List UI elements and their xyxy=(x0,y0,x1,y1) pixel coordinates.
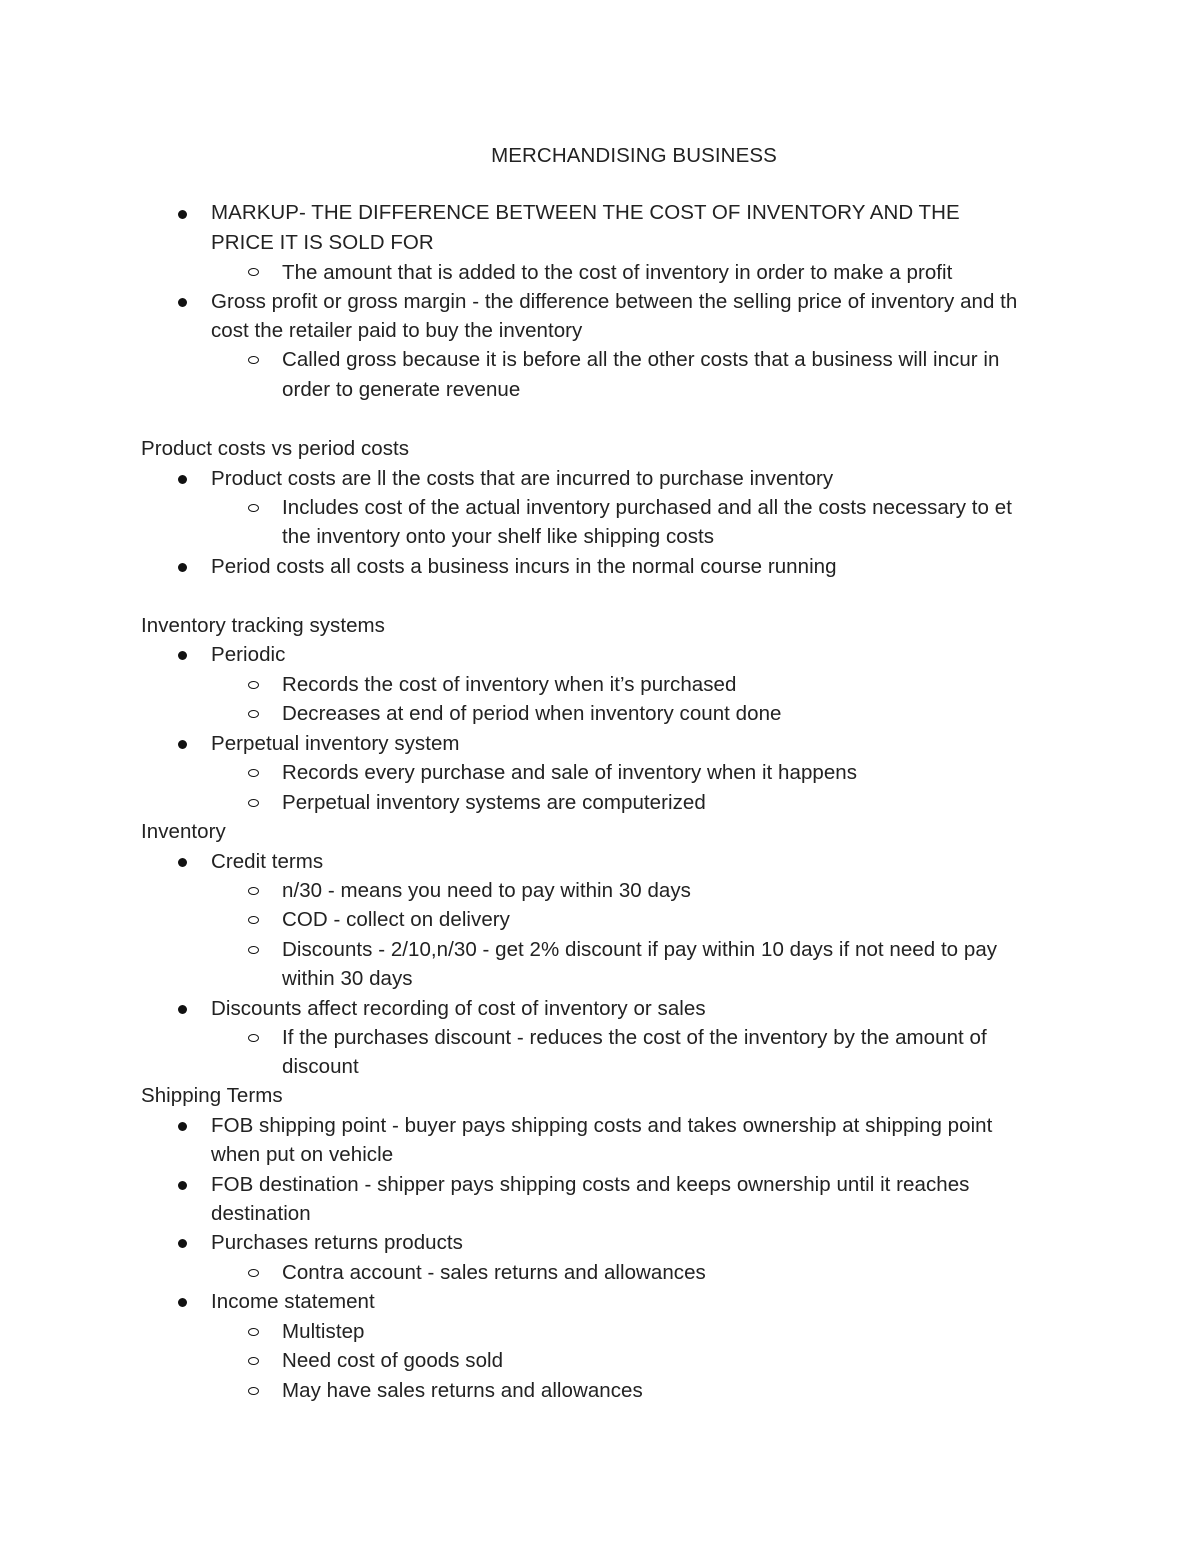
periodic-item: Periodic xyxy=(211,643,286,666)
heading-inventory-tracking-systems: Inventory tracking systems xyxy=(141,614,385,637)
bullet-circle-icon xyxy=(248,504,259,512)
perpetual-detail-2: Perpetual inventory systems are computerized xyxy=(282,791,706,814)
periodic-detail-1: Records the cost of inventory when it’s purchased xyxy=(282,673,737,696)
bullet-disc-icon xyxy=(178,210,187,219)
bullet-circle-icon xyxy=(248,887,259,895)
income-statement-detail-1: Multistep xyxy=(282,1320,365,1343)
gross-profit-line2: cost the retailer paid to buy the inventory xyxy=(211,319,583,342)
bullet-circle-icon xyxy=(248,1034,259,1042)
gross-profit-detail-line2: order to generate revenue xyxy=(282,378,521,401)
discounts-detail-line1: If the purchases discount - reduces the cost of the inventory by the amount of xyxy=(282,1026,987,1049)
bullet-disc-icon xyxy=(178,475,187,484)
bullet-circle-icon xyxy=(248,1269,259,1277)
product-costs-detail-line2: the inventory onto your shelf like shipping costs xyxy=(282,525,715,548)
heading-inventory: Inventory xyxy=(141,820,226,843)
product-costs-item: Product costs are ll the costs that are incurred to purchase inventory xyxy=(211,467,834,490)
gross-profit-detail-line1: Called gross because it is before all the other costs that a business will incur in xyxy=(282,348,1000,371)
bullet-circle-icon xyxy=(248,799,259,807)
bullet-disc-icon xyxy=(178,1005,187,1014)
fob-destination-line1: FOB destination - shipper pays shipping costs and keeps ownership until it reaches xyxy=(211,1173,970,1196)
bullet-disc-icon xyxy=(178,1298,187,1307)
fob-shipping-point-line1: FOB shipping point - buyer pays shipping costs and takes ownership at shipping point xyxy=(211,1114,993,1137)
bullet-circle-icon xyxy=(248,769,259,777)
bullet-circle-icon xyxy=(248,1387,259,1395)
credit-terms-detail-3-line2: within 30 days xyxy=(282,967,413,990)
bullet-circle-icon xyxy=(248,268,259,276)
bullet-circle-icon xyxy=(248,1328,259,1336)
markup-definition-line1: MARKUP- THE DIFFERENCE BETWEEN THE COST OF INVENTORY AND THE xyxy=(211,201,960,224)
document-title: MERCHANDISING BUSINESS xyxy=(491,144,777,167)
markup-definition-line2: PRICE IT IS SOLD FOR xyxy=(211,231,434,254)
credit-terms-detail-3-line1: Discounts - 2/10,n/30 - get 2% discount if pay within 10 days if not need to pay xyxy=(282,938,998,961)
markup-detail: The amount that is added to the cost of inventory in order to make a profit xyxy=(282,261,953,284)
perpetual-detail-1: Records every purchase and sale of inventory when it happens xyxy=(282,761,858,784)
bullet-disc-icon xyxy=(178,298,187,307)
bullet-disc-icon xyxy=(178,563,187,572)
credit-terms-detail-1: n/30 - means you need to pay within 30 days xyxy=(282,879,691,902)
discounts-item: Discounts affect recording of cost of inventory or sales xyxy=(211,997,706,1020)
bullet-circle-icon xyxy=(248,1357,259,1365)
gross-profit-line1: Gross profit or gross margin - the difference between the selling price of inventory and th xyxy=(211,290,1018,313)
heading-product-vs-period-costs: Product costs vs period costs xyxy=(141,437,410,460)
bullet-circle-icon xyxy=(248,681,259,689)
bullet-circle-icon xyxy=(248,710,259,718)
bullet-disc-icon xyxy=(178,740,187,749)
bullet-disc-icon xyxy=(178,858,187,867)
bullet-disc-icon xyxy=(178,651,187,660)
income-statement-detail-3: May have sales returns and allowances xyxy=(282,1379,643,1402)
bullet-disc-icon xyxy=(178,1122,187,1131)
bullet-disc-icon xyxy=(178,1181,187,1190)
bullet-circle-icon xyxy=(248,356,259,364)
fob-destination-line2: destination xyxy=(211,1202,311,1225)
bullet-circle-icon xyxy=(248,916,259,924)
bullet-circle-icon xyxy=(248,946,259,954)
product-costs-detail-line1: Includes cost of the actual inventory purchased and all the costs necessary to et xyxy=(282,496,1012,519)
fob-shipping-point-line2: when put on vehicle xyxy=(211,1143,394,1166)
purchases-returns-detail: Contra account - sales returns and allowances xyxy=(282,1261,706,1284)
period-costs-item: Period costs all costs a business incurs in the normal course running xyxy=(211,555,837,578)
periodic-detail-2: Decreases at end of period when inventory count done xyxy=(282,702,782,725)
perpetual-item: Perpetual inventory system xyxy=(211,732,460,755)
heading-shipping-terms: Shipping Terms xyxy=(141,1084,283,1107)
income-statement-detail-2: Need cost of goods sold xyxy=(282,1349,504,1372)
discounts-detail-line2: discount xyxy=(282,1055,359,1078)
credit-terms-item: Credit terms xyxy=(211,850,324,873)
income-statement-item: Income statement xyxy=(211,1290,375,1313)
credit-terms-detail-2: COD - collect on delivery xyxy=(282,908,510,931)
bullet-disc-icon xyxy=(178,1239,187,1248)
purchases-returns-item: Purchases returns products xyxy=(211,1231,463,1254)
